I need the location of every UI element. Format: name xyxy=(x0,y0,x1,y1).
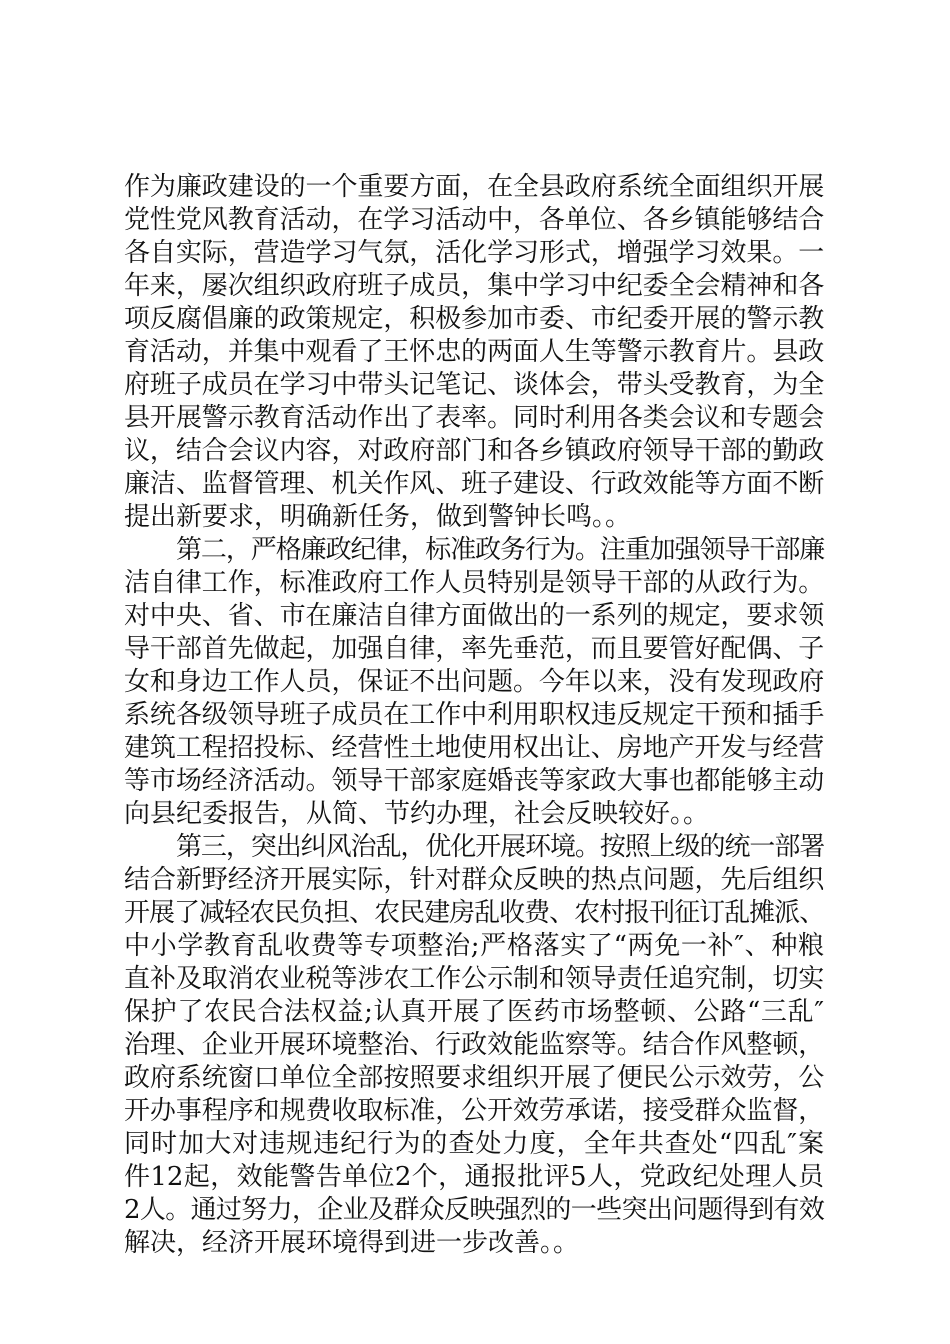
text-line: 洁自律工作，标准政府工作人员特别是领导干部的从政行为。 xyxy=(124,568,824,598)
text-line: 导干部首先做起，加强自律，率先垂范，而且要管好配偶、子 xyxy=(124,634,824,664)
text-line: 年来，屡次组织政府班子成员，集中学习中纪委全会精神和各 xyxy=(124,271,824,301)
paragraph-start-line: 第二，严格廉政纪律，标准政务行为。注重加强领导干部廉 xyxy=(176,535,824,565)
text-line: 对中央、省、市在廉洁自律方面做出的一系列的规定，要求领 xyxy=(124,601,824,631)
text-line: 政府系统窗口单位全部按照要求组织开展了便民公示效劳，公 xyxy=(124,1063,824,1093)
text-line: 提出新要求，明确新任务，做到警钟长鸣。。 xyxy=(124,502,632,532)
text-line: 直补及取消农业税等涉农工作公示制和领导责任追究制，切实 xyxy=(124,964,824,994)
text-line: 廉洁、监督管理、机关作风、班子建设、行政效能等方面不断 xyxy=(124,469,824,499)
text-line: 育活动，并集中观看了王怀忠的两面人生等警示教育片。县政 xyxy=(124,337,824,367)
text-line: 开展了减轻农民负担、农民建房乱收费、农村报刊征订乱摊派、 xyxy=(124,898,824,928)
text-line: 建筑工程招投标、经营性土地使用权出让、房地产开发与经营 xyxy=(124,733,824,763)
text-line: 系统各级领导班子成员在工作中利用职权违反规定干预和插手 xyxy=(124,700,824,730)
text-line: 县开展警示教育活动作出了表率。同时利用各类会议和专题会 xyxy=(124,403,824,433)
text-line: 中小学教育乱收费等专项整治;严格落实了“两免一补″、种粮 xyxy=(124,931,824,961)
text-line: 保护了农民合法权益;认真开展了医药市场整顿、公路“三乱″ xyxy=(124,997,824,1027)
text-line: 解决，经济开展环境得到进一步改善。。 xyxy=(124,1228,580,1258)
text-line: 作为廉政建设的一个重要方面，在全县政府系统全面组织开展 xyxy=(124,172,824,202)
text-line: 党性党风教育活动，在学习活动中，各单位、各乡镇能够结合 xyxy=(124,205,824,235)
text-line: 件12起，效能警告单位2个，通报批评5人，党政纪处理人员 xyxy=(124,1162,824,1192)
text-line: 等市场经济活动。领导干部家庭婚丧等家政大事也都能够主动 xyxy=(124,766,824,796)
text-line: 议，结合会议内容，对政府部门和各乡镇政府领导干部的勤政 xyxy=(124,436,824,466)
text-line: 各自实际，营造学习气氛，活化学习形式，增强学习效果。一 xyxy=(124,238,824,268)
text-line: 府班子成员在学习中带头记笔记、谈体会，带头受教育，为全 xyxy=(124,370,824,400)
document-body xyxy=(124,171,824,1260)
text-line: 开办事程序和规费收取标准，公开效劳承诺，接受群众监督， xyxy=(124,1096,824,1126)
text-line: 2人。通过努力，企业及群众反映强烈的一些突出问题得到有效 xyxy=(124,1195,824,1225)
text-line: 结合新野经济开展实际，针对群众反映的热点问题，先后组织 xyxy=(124,865,824,895)
paragraph-start-line: 第三，突出纠风治乱，优化开展环境。按照上级的统一部署 xyxy=(176,832,824,862)
text-line: 同时加大对违规违纪行为的查处力度，全年共查处“四乱″案 xyxy=(124,1129,824,1159)
text-line: 项反腐倡廉的政策规定，积极参加市委、市纪委开展的警示教 xyxy=(124,304,824,334)
text-line: 治理、企业开展环境整治、行政效能监察等。结合作风整顿， xyxy=(124,1030,824,1060)
text-line: 女和身边工作人员，保证不出问题。今年以来，没有发现政府 xyxy=(124,667,824,697)
text-line: 向县纪委报告，从简、节约办理，社会反映较好。。 xyxy=(124,799,710,829)
